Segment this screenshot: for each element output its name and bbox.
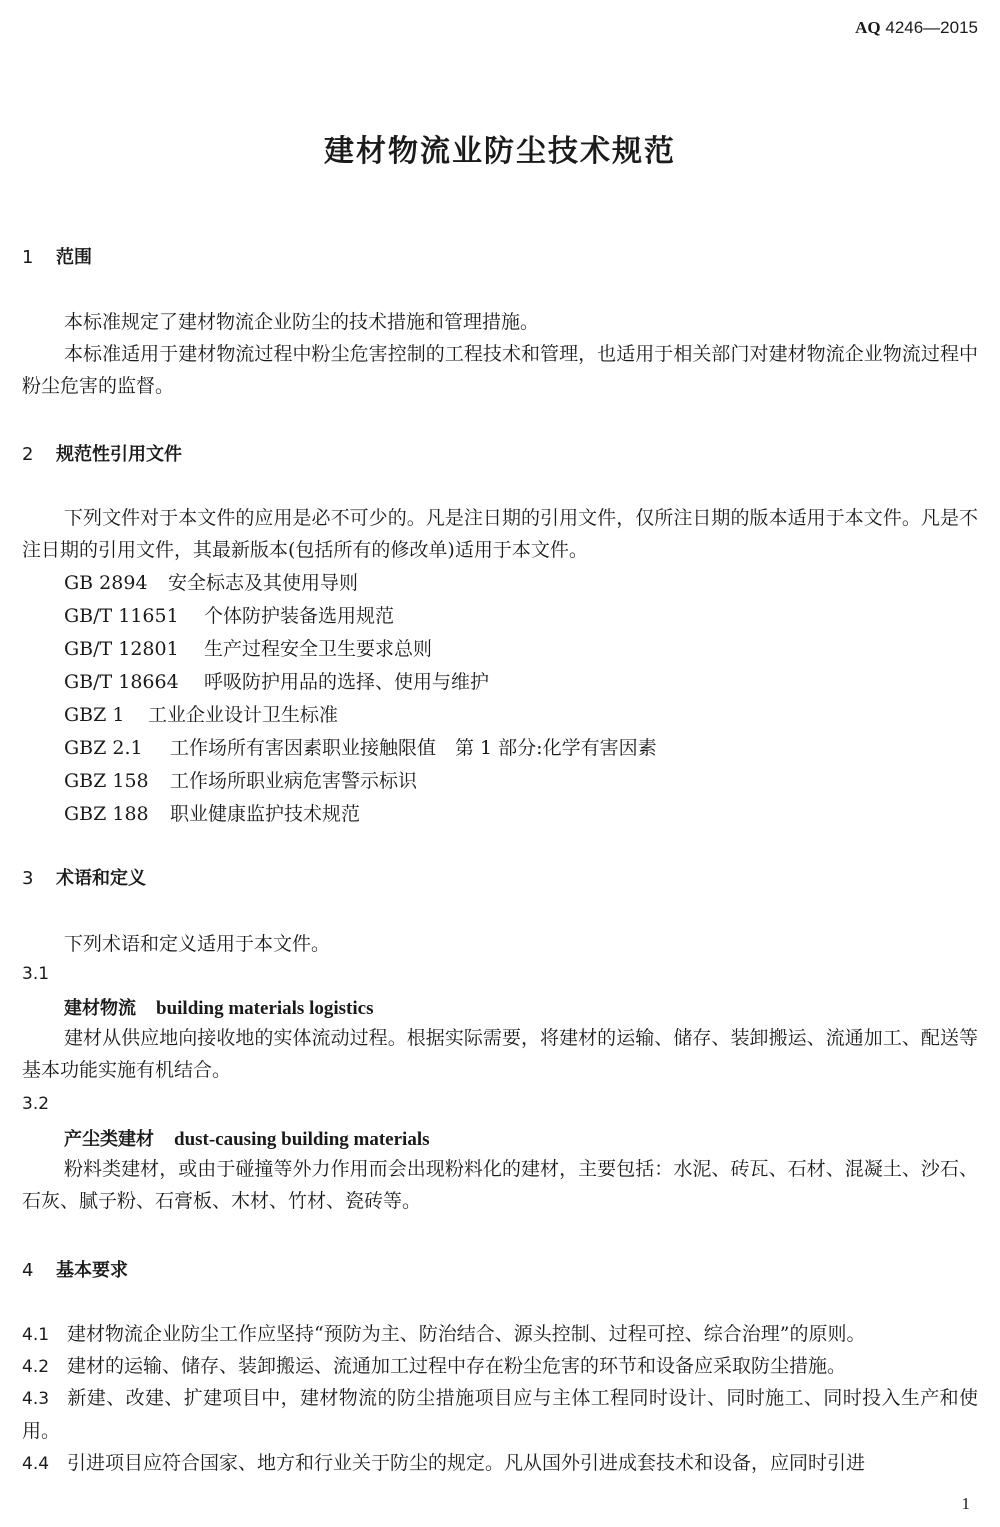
term-zh: 产尘类建材 xyxy=(64,1129,154,1150)
reference-code: GBZ 1 xyxy=(64,704,125,726)
document-title: 建材物流业防尘技术规范 xyxy=(324,134,676,169)
section-3-heading xyxy=(22,864,146,890)
requirement-item xyxy=(22,1447,978,1480)
reference-item xyxy=(64,799,360,826)
reference-title: 工作场所有害因素职业接触限值 第 1 部分:化学有害因素 xyxy=(170,737,657,759)
term-definition: 建材从供应地向接收地的实体流动过程。根据实际需要，将建材的运输、储存、装卸搬运、流通加工、配送等基本功能实施有机结合。 xyxy=(22,1027,978,1081)
terms-intro: 下列术语和定义适用于本文件。 xyxy=(64,933,331,955)
reference-code: GB/T 11651 xyxy=(64,605,179,627)
reference-title: 工作场所职业病危害警示标识 xyxy=(170,770,418,792)
requirement-item xyxy=(22,1350,978,1383)
reference-title: 工业企业设计卫生标准 xyxy=(148,704,339,726)
reference-code: GBZ 2.1 xyxy=(64,737,143,759)
section-number: 3 xyxy=(22,868,34,889)
scope-paragraph-1: 本标准规定了建材物流企业防尘的技术措施和管理措施。 xyxy=(64,311,540,333)
term-heading xyxy=(64,994,373,1020)
reference-item xyxy=(64,733,657,760)
section-title: 术语和定义 xyxy=(56,868,146,889)
section-number: 1 xyxy=(22,247,34,268)
reference-code: GBZ 188 xyxy=(64,803,149,825)
reference-item xyxy=(64,667,489,694)
requirement-number: 4.1 xyxy=(22,1325,50,1345)
requirement-number: 4.4 xyxy=(22,1454,50,1474)
reference-title: 安全标志及其使用导则 xyxy=(168,572,359,594)
term-en: dust-causing building materials xyxy=(174,1129,430,1150)
scope-paragraph-2: 本标准适用于建材物流过程中粉尘危害控制的工程技术和管理，也适用于相关部门对建材物流企业物流过程中粉尘危害的监督。 xyxy=(22,343,978,397)
requirement-text: 建材的运输、储存、装卸搬运、流通加工过程中存在粉尘危害的环节和设备应采取防尘措施。 xyxy=(67,1355,847,1377)
requirement-number: 4.2 xyxy=(22,1357,50,1377)
section-number: 4 xyxy=(22,1260,34,1281)
page-number: 1 xyxy=(961,1494,970,1513)
standard-number: 4246—2015 xyxy=(885,18,978,37)
reference-item xyxy=(64,568,358,595)
section-2-heading xyxy=(22,440,182,466)
term-zh: 建材物流 xyxy=(64,998,136,1019)
reference-title: 呼吸防护用品的选择、使用与维护 xyxy=(204,671,490,693)
section-number: 2 xyxy=(22,444,34,465)
references-intro: 下列文件对于本文件的应用是必不可少的。凡是注日期的引用文件，仅所注日期的版本适用于本文件。凡是不注日期的引用文件，其最新版本(包括所有的修改单)适用于本文件。 xyxy=(22,507,978,561)
reference-item xyxy=(64,634,432,661)
term-en: building materials logistics xyxy=(156,998,374,1019)
reference-title: 职业健康监护技术规范 xyxy=(170,803,361,825)
section-title: 范围 xyxy=(56,247,92,268)
term-number: 3.2 xyxy=(22,1094,50,1114)
term-heading xyxy=(64,1125,430,1151)
standard-code xyxy=(855,18,978,38)
section-title: 规范性引用文件 xyxy=(56,444,182,465)
section-1-heading xyxy=(22,243,92,269)
requirement-text: 引进项目应符合国家、地方和行业关于防尘的规定。凡从国外引进成套技术和设备，应同时引进 xyxy=(67,1452,866,1474)
reference-code: GBZ 158 xyxy=(64,770,149,792)
term-definition: 粉料类建材，或由于碰撞等外力作用而会出现粉料化的建材，主要包括：水泥、砖瓦、石材、混凝土、沙石、石灰、腻子粉、石膏板、木材、竹材、瓷砖等。 xyxy=(22,1158,978,1212)
requirement-number: 4.3 xyxy=(22,1389,50,1409)
section-4-heading xyxy=(22,1256,128,1282)
section-title: 基本要求 xyxy=(56,1260,128,1281)
reference-title: 个体防护装备选用规范 xyxy=(204,605,395,627)
requirement-item xyxy=(22,1382,978,1447)
reference-item xyxy=(64,766,417,793)
requirement-text: 建材物流企业防尘工作应坚持“预防为主、防治结合、源头控制、过程可控、综合治理”的原则。 xyxy=(67,1323,866,1345)
reference-item xyxy=(64,601,394,628)
reference-code: GB/T 18664 xyxy=(64,671,179,693)
reference-code: GB/T 12801 xyxy=(64,638,179,660)
requirement-item xyxy=(22,1318,978,1351)
reference-code: GB 2894 xyxy=(64,572,148,594)
term-number: 3.1 xyxy=(22,964,50,984)
requirement-text: 新建、改建、扩建项目中，建材物流的防尘措施项目应与主体工程同时设计、同时施工、同时投入生产和使用。 xyxy=(22,1387,978,1442)
standard-prefix: AQ xyxy=(855,18,881,37)
reference-title: 生产过程安全卫生要求总则 xyxy=(204,638,433,660)
reference-item xyxy=(64,700,338,727)
